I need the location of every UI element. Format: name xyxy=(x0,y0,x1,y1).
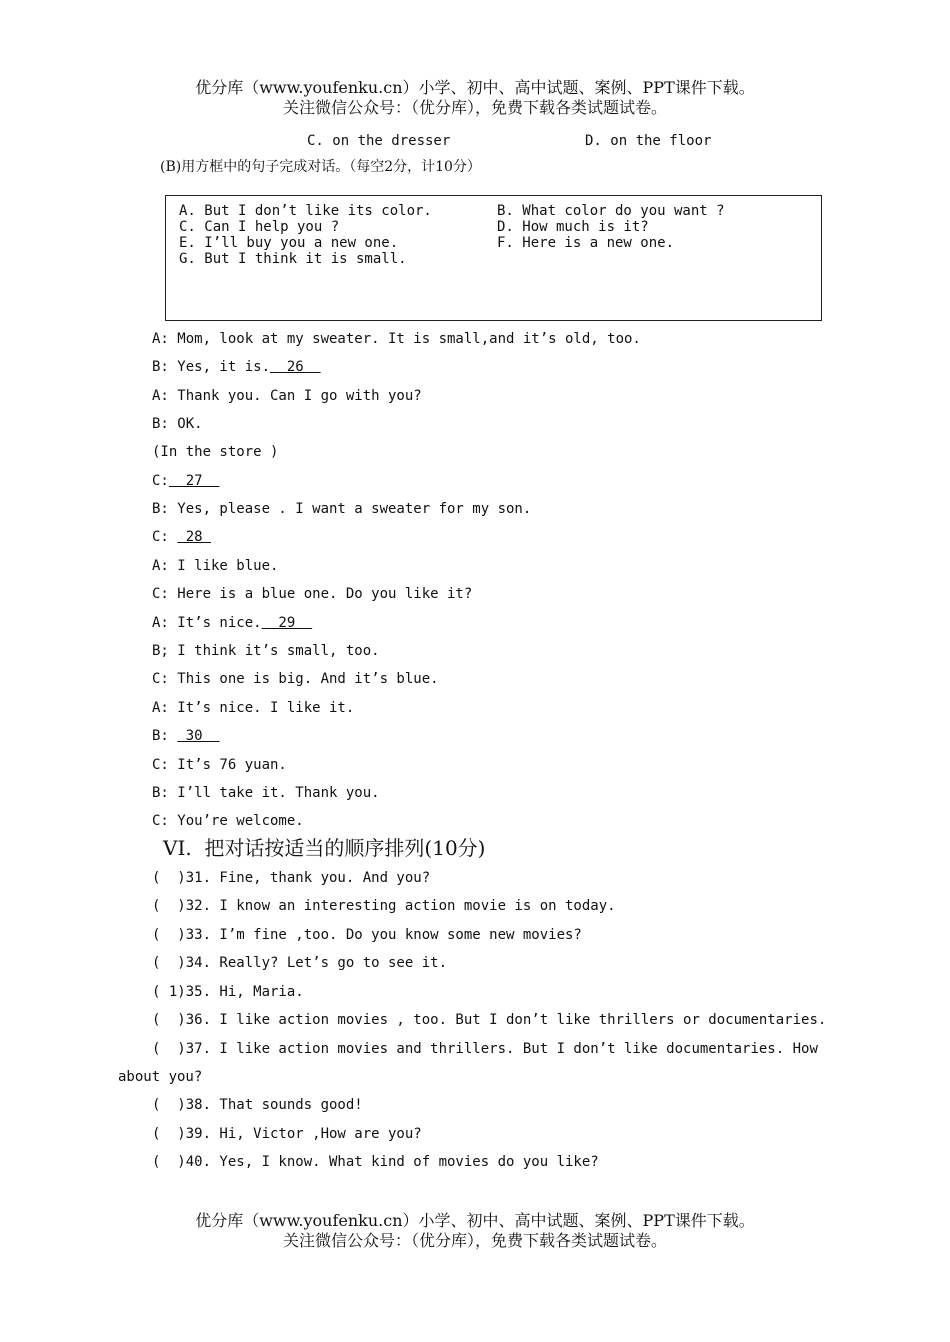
dialogue-line: C: It’s 76 yuan. xyxy=(152,757,287,773)
dialogue-line: B; I think it’s small, too. xyxy=(152,643,380,659)
section-6-title: VI. 把对话按适当的顺序排列(10分) xyxy=(163,836,486,860)
option-b: B. What color do you want ? xyxy=(497,203,725,219)
dialogue-line: (In the store ) xyxy=(152,444,279,460)
prev-option-d: D. on the floor xyxy=(585,133,712,149)
footer-line-2: 关注微信公众号：（优分库），免费下载各类试题试卷。 xyxy=(282,1231,667,1250)
ordering-item: ( )40. Yes, I know. What kind of movies do you like? xyxy=(152,1154,599,1170)
answer-blank-26[interactable]: 26 xyxy=(270,359,321,375)
dialogue-line: C: You’re welcome. xyxy=(152,813,304,829)
option-e: E. I’ll buy you a new one. xyxy=(179,235,399,251)
dialogue-prefix: C: xyxy=(152,529,178,545)
answer-blank-28[interactable]: 28 xyxy=(177,529,212,545)
dialogue-line: A: Mom, look at my sweater. It is small,and it’s old, too. xyxy=(152,331,641,347)
dialogue-line: A: Thank you. Can I go with you? xyxy=(152,388,422,404)
ordering-item: ( )31. Fine, thank you. And you? xyxy=(152,870,431,886)
dialogue-line xyxy=(152,614,312,632)
part-b-instruction: (B)用方框中的句子完成对话。（每空2分，计10分） xyxy=(160,159,481,175)
dialogue-line: C: This one is big. And it’s blue. xyxy=(152,671,439,687)
option-f: F. Here is a new one. xyxy=(497,235,675,251)
option-c: C. Can I help you ? xyxy=(179,219,340,235)
option-d: D. How much is it? xyxy=(497,219,649,235)
ordering-item: ( 1)35. Hi, Maria. xyxy=(152,984,304,1000)
ordering-item-continuation: about you? xyxy=(118,1069,203,1085)
header-line-1: 优分库（www.youfenku.cn）小学、初中、高中试题、案例、PPT课件下载。 xyxy=(195,78,755,97)
answer-blank-27[interactable]: 27 xyxy=(168,473,220,489)
dialogue-prefix: A: It’s nice. xyxy=(152,615,262,631)
ordering-item: ( )33. I’m fine ,too. Do you know some new movies? xyxy=(152,927,582,943)
header-line-2: 关注微信公众号：（优分库），免费下载各类试题试卷。 xyxy=(282,98,667,117)
dialogue-line xyxy=(152,528,211,546)
footer-line-1: 优分库（www.youfenku.cn）小学、初中、高中试题、案例、PPT课件下载。 xyxy=(195,1211,755,1230)
dialogue-prefix: B: Yes, it is. xyxy=(152,359,271,375)
ordering-item: ( )37. I like action movies and thrillers. But I don’t like documentaries. How xyxy=(152,1041,818,1057)
answer-blank-30[interactable]: 30 xyxy=(177,728,220,744)
ordering-item: ( )34. Really? Let’s go to see it. xyxy=(152,955,448,971)
dialogue-line: C: Here is a blue one. Do you like it? xyxy=(152,586,473,602)
option-a: A. But I don’t like its color. xyxy=(179,203,432,219)
dialogue-line xyxy=(152,358,321,376)
dialogue-prefix: B: xyxy=(152,728,178,744)
dialogue-line: A: I like blue. xyxy=(152,558,279,574)
answer-blank-29[interactable]: 29 xyxy=(261,615,313,631)
dialogue-prefix: C: xyxy=(152,473,169,489)
ordering-item: ( )32. I know an interesting action movie is on today. xyxy=(152,898,616,914)
dialogue-line: B: Yes, please . I want a sweater for my son. xyxy=(152,501,532,517)
dialogue-line: A: It’s nice. I like it. xyxy=(152,700,355,716)
ordering-item: ( )38. That sounds good! xyxy=(152,1097,363,1113)
dialogue-line xyxy=(152,727,219,745)
option-g: G. But I think it is small. xyxy=(179,251,407,267)
prev-option-c: C. on the dresser xyxy=(307,133,451,149)
dialogue-line: B: I’ll take it. Thank you. xyxy=(152,785,380,801)
ordering-item: ( )36. I like action movies , too. But I don’t like thrillers or documentaries. xyxy=(152,1012,827,1028)
dialogue-line xyxy=(152,472,219,490)
dialogue-line: B: OK. xyxy=(152,416,203,432)
ordering-item: ( )39. Hi, Victor ,How are you? xyxy=(152,1126,422,1142)
